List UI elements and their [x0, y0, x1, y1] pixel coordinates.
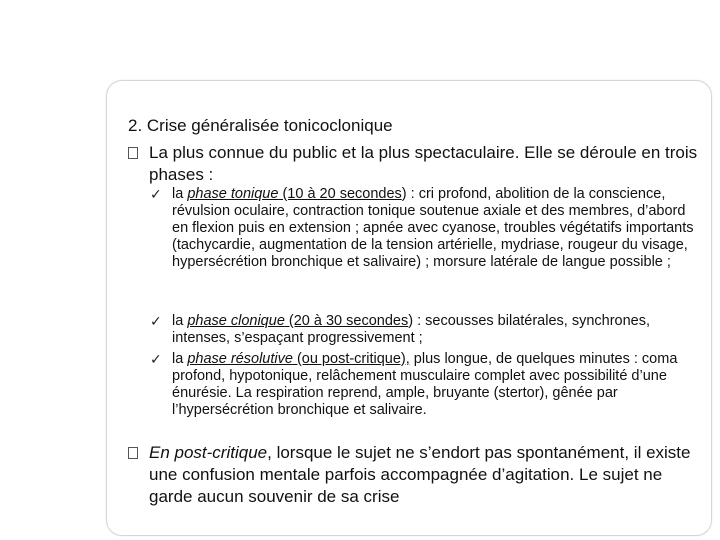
phase-clonique-text: la phase clonique (20 à 30 secondes) : secousses bilatérales, synchrones, intenses, s’espaçant progressivement ;: [172, 313, 651, 346]
square-bullet-icon: [128, 147, 138, 159]
section-heading: 2. Crise généralisée tonicoclonique: [128, 116, 393, 135]
square-bullet-icon: [128, 447, 138, 459]
phase-tonique-text: la phase tonique (10 à 20 secondes) : cri profond, abolition de la conscience, révulsion oculaire, contraction tonique soutenue axiale et des membres, d’abord en flexion puis en extension ; apnée avec cyanose, troubles végétatifs importants (tachycardie, augmentation de la tension artérielle, mydriase, rougeur du visage, hypersécrétion bronchique et salivaire) ; morsure latérale de langue possible ;: [172, 186, 694, 270]
phase-resolutive-term: phase résolutive: [187, 351, 293, 367]
bullet-post-critique-text: En post-critique, lorsque le sujet ne s’endort pas spontanément, il existe une confusion mentale parfois accompagnée d’agitation. Le sujet ne garde aucun souvenir de sa crise: [149, 443, 691, 506]
phase-resolutive-text: la phase résolutive (ou post-critique), plus longue, de quelques minutes : coma profond, hypotonique, relâchement musculaire complet avec possibilité d’une énurésie. La respiration reprend, ample, bruyante (stertor), gênée par l’hypersécrétion bronchique et salivaire.: [172, 351, 678, 418]
checkmark-icon: ✓: [150, 351, 162, 367]
bullet-intro-text: La plus connue du public et la plus spectaculaire. Elle se déroule en trois phases :: [149, 143, 698, 184]
phase-tonique-term: phase tonique: [187, 186, 279, 202]
checkmark-icon: ✓: [150, 313, 162, 329]
checkmark-icon: ✓: [150, 186, 162, 202]
phase-clonique-term: phase clonique: [187, 313, 285, 329]
